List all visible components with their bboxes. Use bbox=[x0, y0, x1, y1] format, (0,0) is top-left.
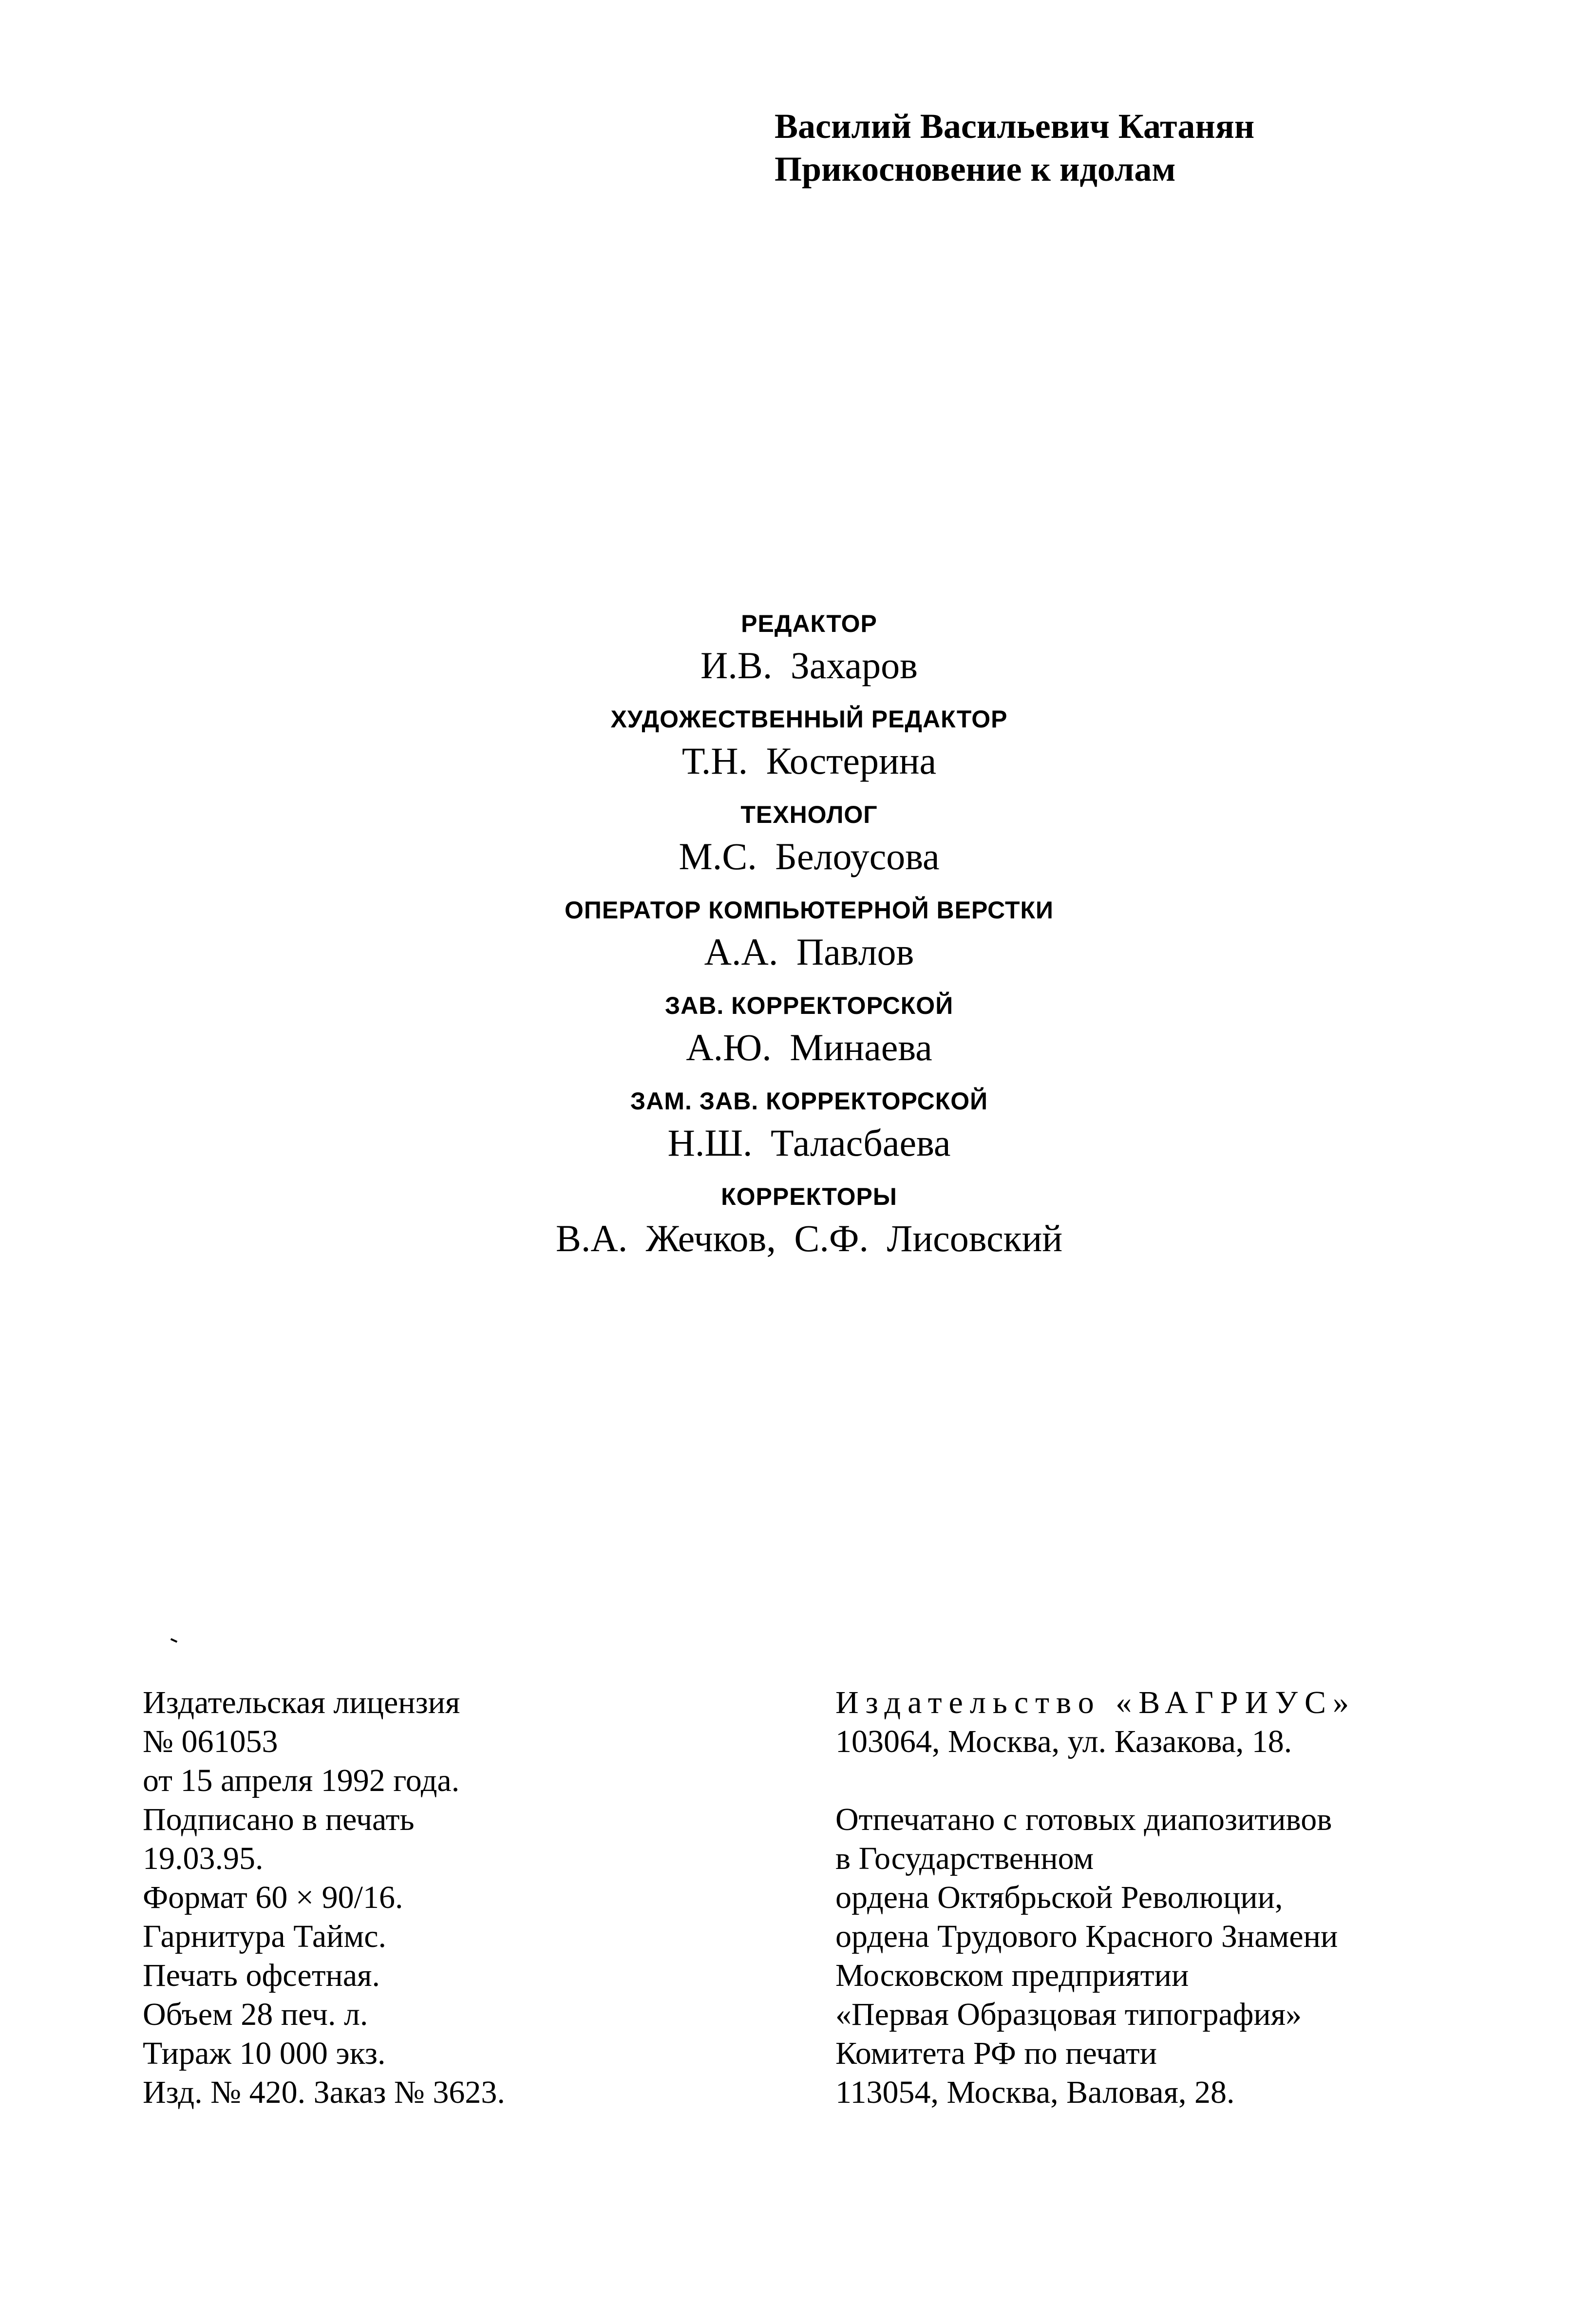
credit-role: ЗАМ. ЗАВ. КОРРЕКТОРСКОЙ bbox=[630, 1087, 988, 1115]
credit-person: А.Ю. Минаева bbox=[686, 1026, 932, 1068]
printer-line: Московском предприятии bbox=[835, 1958, 1189, 1993]
imprint-line: Тираж 10 000 экз. bbox=[143, 2036, 386, 2071]
credit-person: А.А. Павлов bbox=[704, 931, 914, 973]
credit-person: Н.Ш. Таласбаева bbox=[667, 1122, 951, 1164]
credit-editor bbox=[0, 609, 1589, 705]
credit-role: ОПЕРАТОР КОМПЬЮТЕРНОЙ ВЕРСТКИ bbox=[565, 896, 1054, 924]
imprint-publishing-details bbox=[143, 1683, 727, 2112]
spacer bbox=[835, 1761, 1542, 1800]
credit-role: ТЕХНОЛОГ bbox=[740, 801, 878, 828]
publisher-name: Издательство «ВАГРИУС» bbox=[835, 1685, 1356, 1720]
imprint-line: Подписано в печать bbox=[143, 1802, 415, 1837]
credit-role: ЗАВ. КОРРЕКТОРСКОЙ bbox=[664, 992, 954, 1019]
imprint-line: 19.03.95. bbox=[143, 1841, 264, 1876]
publisher-address: 103064, Москва, ул. Казакова, 18. bbox=[835, 1724, 1292, 1759]
printer-line: ордена Трудового Красного Знамени bbox=[835, 1919, 1338, 1954]
imprint-line: Формат 60 × 90/16. bbox=[143, 1880, 403, 1915]
credit-technologist bbox=[0, 800, 1589, 895]
print-mark bbox=[170, 1638, 177, 1643]
credit-role: ХУДОЖЕСТВЕННЫЙ РЕДАКТОР bbox=[610, 705, 1008, 733]
printer-line: Комитета РФ по печати bbox=[835, 2036, 1157, 2071]
printer-line: в Государственном bbox=[835, 1841, 1094, 1876]
book-title: Прикосновение к идолам bbox=[775, 150, 1176, 189]
printer-line: Отпечатано с готовых диапозитивов bbox=[835, 1802, 1332, 1837]
credit-person: В.А. Жечков, С.Ф. Лисовский bbox=[555, 1217, 1063, 1259]
imprint-line: от 15 апреля 1992 года. bbox=[143, 1763, 460, 1798]
credit-person: М.С. Белоусова bbox=[679, 835, 940, 877]
credit-role: КОРРЕКТОРЫ bbox=[721, 1183, 897, 1210]
author-name: Василий Васильевич Катанян bbox=[775, 107, 1255, 146]
credit-proofreaders bbox=[0, 1182, 1589, 1277]
printer-line: ордена Октябрьской Революции, bbox=[835, 1880, 1283, 1915]
credit-person: И.В. Захаров bbox=[700, 644, 918, 686]
imprint-line: Изд. № 420. Заказ № 3623. bbox=[143, 2075, 505, 2110]
credit-art-editor bbox=[0, 705, 1589, 800]
title-block bbox=[775, 105, 1505, 190]
printer-line: 113054, Москва, Валовая, 28. bbox=[835, 2075, 1235, 2110]
imprint-line: Объем 28 печ. л. bbox=[143, 1997, 368, 2032]
imprint-line: Гарнитура Таймс. bbox=[143, 1919, 387, 1954]
credit-person: Т.Н. Костерина bbox=[681, 740, 937, 782]
imprint-line: № 061053 bbox=[143, 1724, 278, 1759]
credit-role: РЕДАКТОР bbox=[741, 610, 877, 637]
imprint-line: Печать офсетная. bbox=[143, 1958, 380, 1993]
imprint-publisher-printer bbox=[835, 1683, 1542, 2112]
printer-line: «Первая Образцовая типография» bbox=[835, 1997, 1302, 2032]
imprint-line: Издательская лицензия bbox=[143, 1685, 460, 1720]
credit-deputy-head-proofreading bbox=[0, 1086, 1589, 1182]
credit-layout-operator bbox=[0, 895, 1589, 991]
credit-head-proofreading bbox=[0, 991, 1589, 1086]
credits-list bbox=[0, 609, 1589, 1277]
